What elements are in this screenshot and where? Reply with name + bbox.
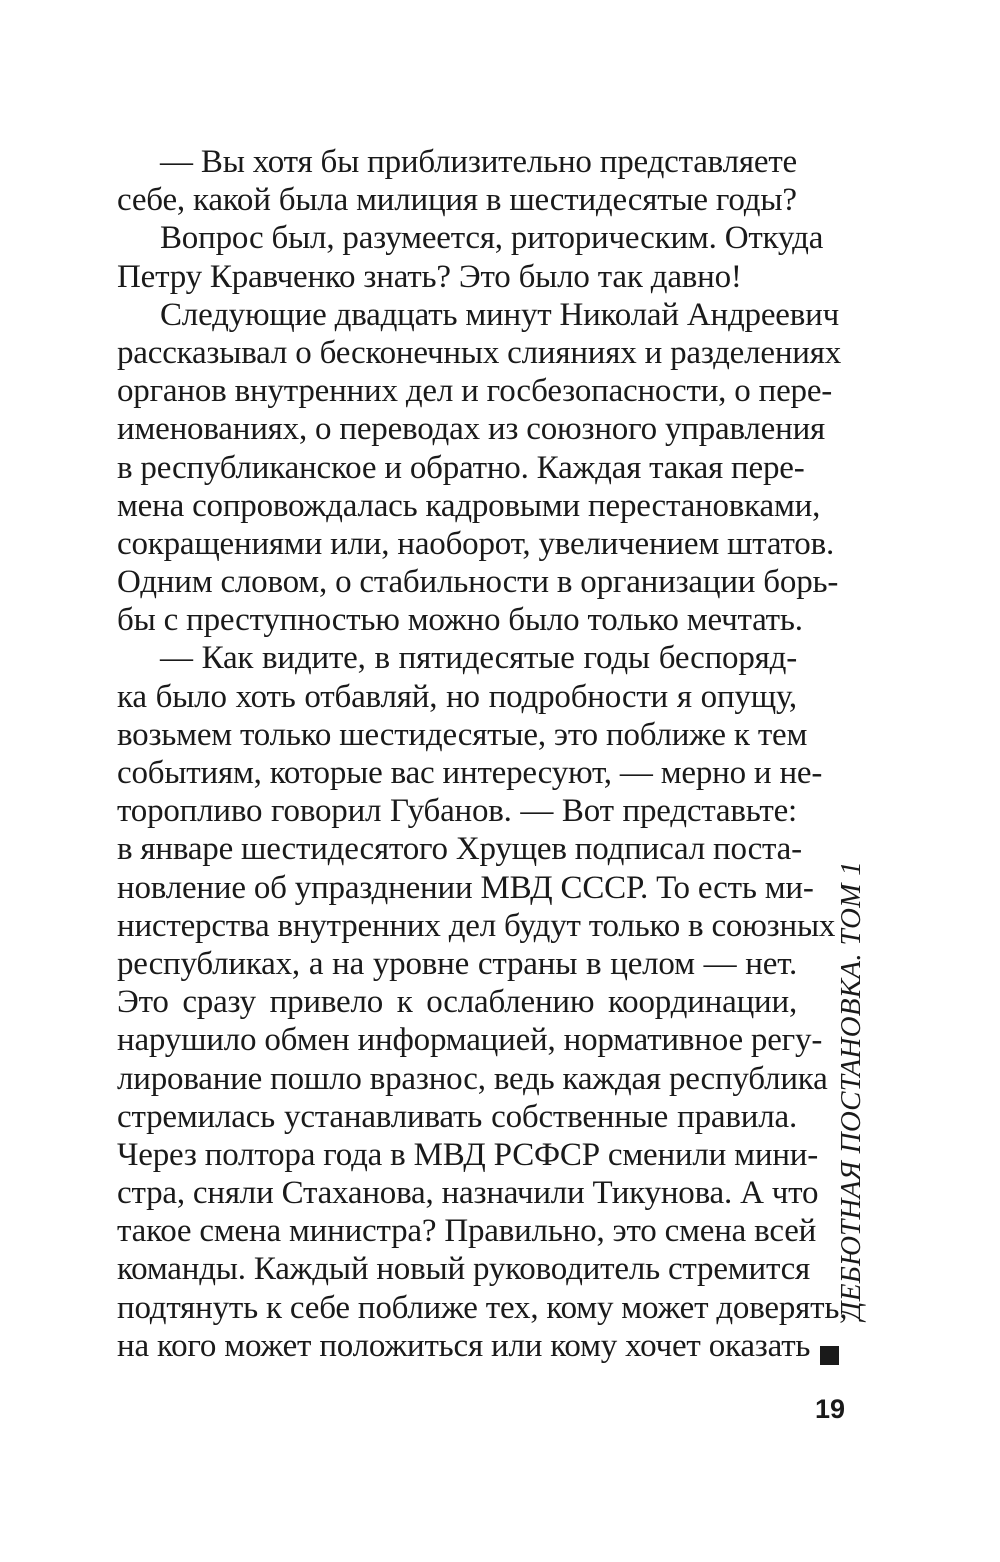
text-line: Одним словом, о стабильности в организации борь- xyxy=(117,564,839,601)
text-line: — Как видите, в пятидесятые годы беспоряд- xyxy=(160,640,797,677)
square-marker-icon xyxy=(820,1346,839,1365)
page-number: 19 xyxy=(814,1394,846,1424)
text-line: сокращениями или, наоборот, увеличением штатов. xyxy=(117,525,835,562)
text-line: именованиях, о переводах из союзного управления xyxy=(117,411,826,448)
text-line: лирование пошло вразнос, ведь каждая республика xyxy=(117,1060,828,1097)
text-line: стремилась устанавливать собственные правила. xyxy=(117,1098,797,1135)
text-line: Через полтора года в МВД РСФСР сменили мини- xyxy=(117,1136,819,1173)
running-head: ДЕБЮТНАЯ ПОСТАНОВКА. ТОМ 1 xyxy=(835,860,867,1320)
text-line: Вопрос был, разумеется, риторическим. Откуда xyxy=(160,220,824,257)
text-line: подтянуть к себе поближе тех, кому может доверять, xyxy=(117,1289,848,1326)
text-line: мена сопровождалась кадровыми перестановками, xyxy=(117,487,821,524)
main-text xyxy=(117,143,848,1365)
text-line: Это сразу привело к ослаблению координации, xyxy=(117,984,797,1021)
text-line: торопливо говорил Губанов. — Вот представьте: xyxy=(117,793,797,830)
text-line: Петру Кравченко знать? Это было так давно! xyxy=(117,258,742,295)
text-line: стра, сняли Стаханова, назначили Тикунова. А что xyxy=(117,1175,819,1212)
text-line: событиям, которые вас интересуют, — мерно и не- xyxy=(117,755,823,791)
text-line: рассказывал о бесконечных слияниях и разделениях xyxy=(117,334,842,371)
text-line: Следующие двадцать минут Николай Андреевич xyxy=(160,296,839,333)
text-line: нарушило обмен информацией, нормативное регу- xyxy=(117,1022,823,1059)
text-line: республиках, а на уровне страны в целом — нет. xyxy=(117,945,797,982)
text-line: команды. Каждый новый руководитель стремится xyxy=(117,1251,810,1288)
text-line: себе, какой была милиция в шестидесятые годы? xyxy=(117,182,797,219)
text-line: органов внутренних дел и госбезопасности, о пере- xyxy=(117,373,833,410)
text-line: такое смена министра? Правильно, это смена всей xyxy=(117,1213,817,1250)
text-line: в республиканское и обратно. Каждая такая пере- xyxy=(117,449,805,486)
text-line: на кого может положиться или кому хочет оказать xyxy=(117,1327,811,1364)
text-line: ка было хоть отбавляй, но подробности я опущу, xyxy=(117,678,797,715)
text-line: бы с преступностью можно было только мечтать. xyxy=(117,602,803,639)
text-line: в январе шестидесятого Хрущев подписал поста- xyxy=(117,831,802,868)
text-line: — Вы хотя бы приблизительно представляете xyxy=(160,144,797,180)
text-line: возьмем только шестидесятые, это поближе к тем xyxy=(117,716,808,753)
text-line: новление об упразднении МВД СССР. То есть ми- xyxy=(117,869,814,906)
text-line: нистерства внутренних дел будут только в союзных xyxy=(117,907,836,944)
